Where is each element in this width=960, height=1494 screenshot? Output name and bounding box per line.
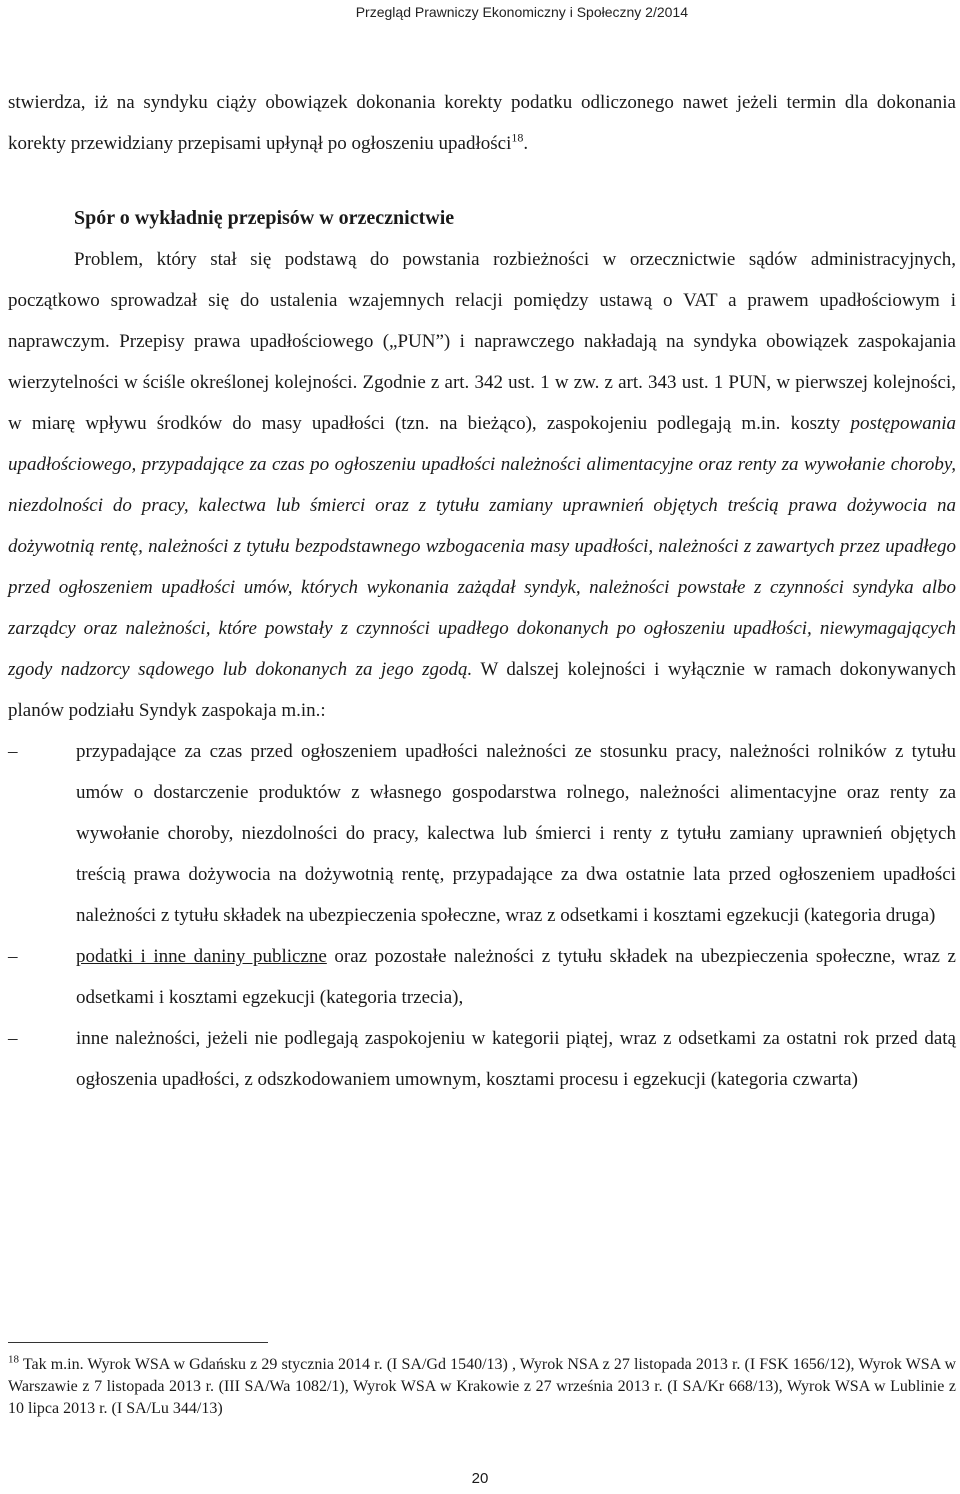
intro-end: . [523,133,529,154]
footnote-text: Tak m.in. Wyrok WSA w Gdańsku z 29 stycznia 2014 r. (I SA/Gd 1540/13) , Wyrok NSA z 27 listopada 2013 r. (I FSK 1656/12), Wyrok WSA w Warszawie z 7 listopada 2013 r. (III SA/Wa 1082/1), Wyrok WSA w Krakowie z 27 września 2013 r. (I SA/Kr 668/13), Wyrok WSA w Lublinie z 10 lipca 2013 r. (I SA/Lu 344/13) [8,1356,956,1417]
dash-bullet: – [8,1028,18,1049]
list-item-text: inne należności, jeżeli nie podlegają zaspokojeniu w kategorii piątej, wraz z odsetkami za ostatni rok przed datą ogłoszenia upadłości, z odszkodowaniem umownym, kosztami procesu i egzekucji (kategoria czwarta) [76,1028,956,1090]
list-item [8,731,956,936]
list-item-text: przypadające za czas przed ogłoszeniem upadłości należności ze stosunku pracy, należności rolników z tytułu umów o dostarczenie produktów z własnego gospodarstwa rolnego, należności alimentacyjne oraz renty za wywołanie choroby, niezdolności do pracy, kalectwa lub śmierci i renty z tytułu zamiany uprawnień objętych treścią prawa dożywocia na dożywotnią rentę, przypadające za dwa ostatnie lata przed ogłoszeniem upadłości należności z tytułu składek na ubezpieczenia społeczne, wraz z odsetkami i kosztami egzekucji (kategoria druga) [76,741,956,926]
intro-paragraph [8,82,956,164]
main-text-italic: postępowania upadłościowego, przypadające za czas po ogłoszeniu upadłości należności alimentacyjne oraz renty za wywołanie choroby, niezdolności do pracy, kalectwa lub śmierci oraz z tytułu zamiany uprawnień objętych treścią prawa dożywocia na dożywotnią rentę, należności z tytułu bezpodstawnego wzbogacenia masy upadłości, należności z zawartych przez upadłego przed ogłoszeniem upadłości umów, których wykonania zażądał syndyk, należności powstałe z czynności syndyka albo zarządcy oraz należności, które powstały z czynności upadłego dokonanych po ogłoszeniu upadłości, niewymagających zgody nadzorcy sądowego lub dokonanych za jego zgodą. [8,413,956,680]
main-text-1: Problem, który stał się podstawą do powstania rozbieżności w orzecznictwie sądów administracyjnych, początkowo sprowadzał się do ustalenia wzajemnych relacji pomiędzy ustawą o VAT a prawem upadłościowym i naprawczym. Przepisy prawa upadłościowego („PUN”) i naprawczego nakładają na syndyka obowiązek zaspokajania wierzytelności w ściśle określonej kolejności. Zgodnie z art. 342 ust. 1 w zw. z art. 343 ust. 1 PUN, w pierwszej kolejności, w miarę wpływu środków do masy upadłości (tzn. na bieżąco), zaspokojeniu podlegają m.in. koszty [8,249,956,434]
dash-bullet: – [8,946,18,967]
list-item [8,1018,956,1100]
list-item [8,936,956,1018]
running-header: Przegląd Prawniczy Ekonomiczny i Społeczny 2/2014 [355,4,688,20]
main-text-2: W dalszej kolejności i wyłącznie w ramach dokonywanych planów podziału Syndyk zaspokaja m.in.: [8,659,956,721]
page-body [8,82,956,1100]
footnote-ref[interactable]: 18 [511,130,524,145]
section-heading: Spór o wykładnię przepisów w orzecznictwie [74,207,455,229]
main-paragraph [8,239,956,731]
dash-bullet: – [8,741,18,762]
page-number: 20 [471,1470,489,1487]
list-item-text: oraz pozostałe należności z tytułu składek na ubezpieczenia społeczne, wraz z odsetkami i kosztami egzekucji (kategoria trzecia), [76,946,956,1008]
intro-text: stwierdza, iż na syndyku ciąży obowiązek dokonania korekty podatku odliczonego nawet jeżeli termin dla dokonania korekty przewidziany przepisami upłynął po ogłoszeniu upadłości [8,92,956,154]
category-list [8,731,956,1100]
list-item-underlined: podatki i inne daniny publiczne [76,946,327,967]
footnote-number: 18 [8,1353,19,1366]
footnote [8,1354,956,1420]
footnote-divider [8,1342,268,1343]
